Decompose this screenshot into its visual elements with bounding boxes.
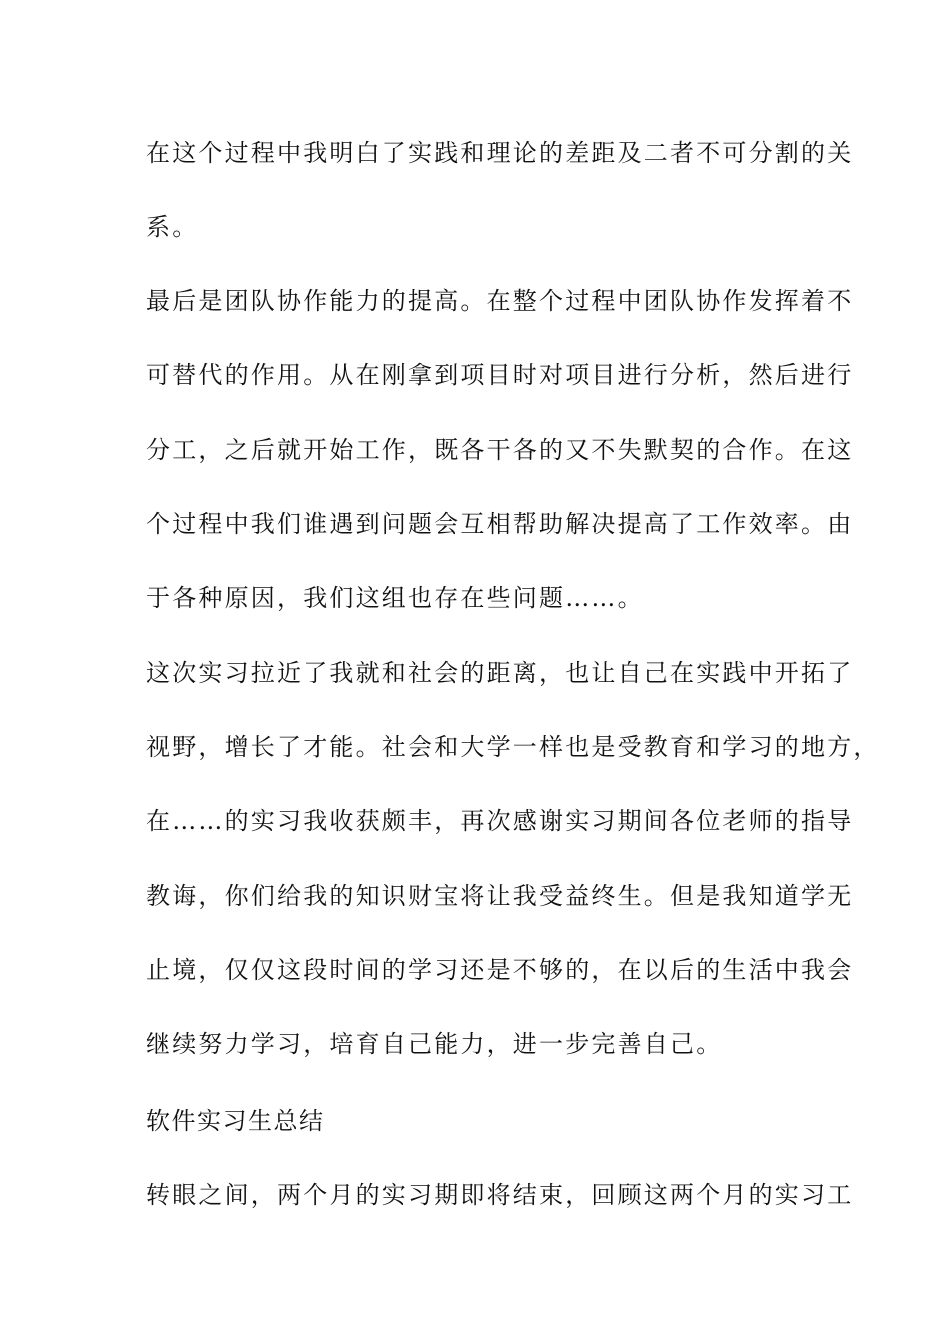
paragraph-line: 转眼之间，两个月的实习期即将结束，回顾这两个月的实习工 <box>146 1181 854 1209</box>
paragraph-line: 视野，增长了才能。社会和大学一样也是受教育和学习的地方， <box>146 733 880 761</box>
paragraph-line: 在……的实习我收获颇丰，再次感谢实习期间各位老师的指导 <box>146 807 854 835</box>
section-heading: 软件实习生总结 <box>146 1107 325 1135</box>
paragraph-line: 这次实习拉近了我就和社会的距离，也让自己在实践中开拓了 <box>146 659 854 687</box>
paragraph-line: 继续努力学习，培育自己能力，进一步完善自己。 <box>146 1030 723 1058</box>
paragraph-line: 可替代的作用。从在刚拿到项目时对项目进行分析，然后进行 <box>146 361 854 389</box>
paragraph-line: 止境，仅仅这段时间的学习还是不够的，在以后的生活中我会 <box>146 956 854 984</box>
paragraph-line: 于各种原因，我们这组也存在些问题……。 <box>146 584 644 612</box>
paragraph-line: 教诲，你们给我的知识财宝将让我受益终生。但是我知道学无 <box>146 882 854 910</box>
paragraph-line: 个过程中我们谁遇到问题会互相帮助解决提高了工作效率。由 <box>146 510 854 538</box>
paragraph-line: 最后是团队协作能力的提高。在整个过程中团队协作发挥着不 <box>146 287 854 315</box>
paragraph-line: 系。 <box>146 213 199 241</box>
paragraph-line: 在这个过程中我明白了实践和理论的差距及二者不可分割的关 <box>146 139 854 167</box>
paragraph-line: 分工，之后就开始工作，既各干各的又不失默契的合作。在这 <box>146 436 854 464</box>
